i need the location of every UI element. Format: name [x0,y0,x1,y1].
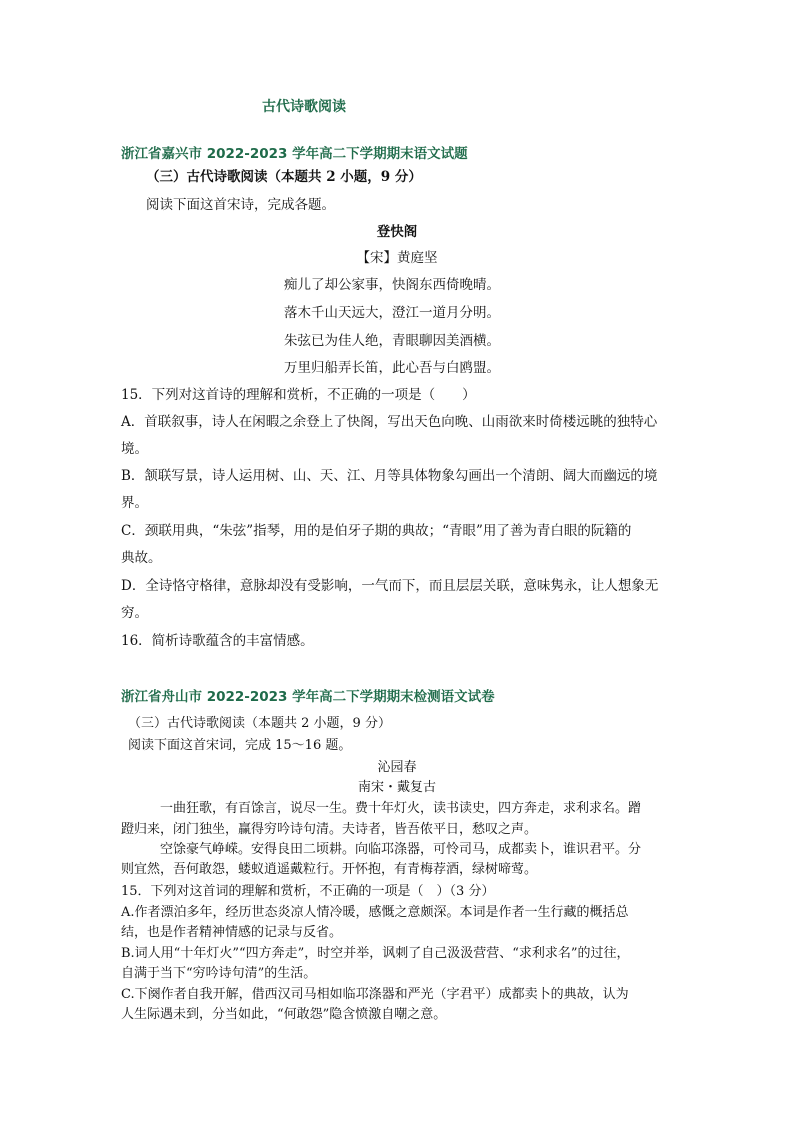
poem-line: 痴儿了却公家事，快阁东西倚晚晴。 [284,277,500,293]
option-c-line1: C.下阕作者自我开解，借西汉司马相如临邛涤器和严光（字君平）成都卖卜的典故，认为 [121,987,629,1002]
page-title: 古代诗歌阅读 [262,99,346,115]
option-b-line2: 界。 [121,495,148,511]
section1-question-16: 16．简析诗歌蕴含的丰富情感。 [121,633,314,649]
option-b-line2: 自满于当下“穷吟诗句清”的生活。 [121,966,317,981]
poem-text-line: 蹬归来，闭门独坐，赢得穷吟诗句清。夫诗者，皆吾侬平日，愁叹之声。 [121,822,538,837]
section1-heading: （三）古代诗歌阅读（本题共 2 小题，9 分） [146,169,422,185]
section2-source: 浙江省舟山市 2022-2023 学年高二下学期期末检测语文试卷 [121,689,495,705]
poem-text-line: 一曲狂歌，有百馀言，说尽一生。费十年灯火，读书读史，四方奔走，求利求名。蹭 [160,801,642,816]
option-d-line1: D．全诗恪守格律，意脉却没有受影响，一气而下，而且层层关联，意味隽永，让人想象无 [121,578,659,594]
option-b-line1: B．颔联写景，诗人运用树、山、天、江、月等具体物象勾画出一个清朗、阔大而幽远的境 [121,468,658,484]
section2-poem-author: 南宋・戴复古 [357,780,436,795]
section1-poem-title: 登快阁 [376,224,418,240]
section2-heading: （三）古代诗歌阅读（本题共 2 小题，9 分） [128,716,391,731]
poem-line: 落木千山天远大，澄江一道月分明。 [284,305,500,321]
poem-line: 万里归船弄长笛，此心吾与白鸥盟。 [284,360,500,376]
poem-text-line: 则宜然，吾何敢怨，蝼蚁逍遥戴粒行。开怀抱，有青梅荐酒，绿树啼莺。 [121,862,538,877]
option-a-line1: A.作者漂泊多年，经历世态炎凉人情冷暖，感慨之意颇深。本词是作者一生行藏的概括总 [121,905,629,920]
option-a-line2: 境。 [121,441,148,457]
section1-source: 浙江省嘉兴市 2022-2023 学年高二下学期期末语文试题 [121,146,468,162]
section2-instruction: 阅读下面这首宋词，完成 15～16 题。 [128,738,352,753]
option-b-line1: B.词人用“十年灯火”“四方奔走”，时空并举，讽刺了自己汲汲营营、“求利求名”的过往， [121,946,630,961]
option-a-line1: A．首联叙事，诗人在闲暇之余登上了快阁，写出天色向晚、山雨欲来时倚楼远眺的独特心 [121,414,658,430]
poem-text-line: 空馀豪气峥嵘。安得良田二顷耕。向临邛涤器，可怜司马，成都卖卜，谁识君平。分 [160,842,642,857]
option-c-line2: 典故。 [121,550,162,566]
poem-line: 朱弦已为佳人绝，青眼聊因美酒横。 [284,333,500,349]
section1-question-15: 15．下列对这首诗的理解和赏析，不正确的一项是（ ） [121,387,476,403]
option-a-line2: 结，也是作者精神情感的记录与反省。 [121,925,343,940]
option-d-line2: 穷。 [121,605,148,621]
section2-poem-title: 沁园春 [377,760,417,775]
option-c-line1: C．颈联用典，“朱弦”指琴，用的是伯牙子期的典故；“青眼”用了善为青白眼的阮籍的 [121,523,632,539]
section2-question-15: 15．下列对这首词的理解和赏析，不正确的一项是（ ）（3 分） [121,884,495,899]
section1-poem-author: 【宋】黄庭坚 [356,250,438,266]
option-c-line2: 人生际遇未到，分当如此，“何敢怨”隐含愤激自嘲之意。 [121,1007,447,1022]
section1-instruction: 阅读下面这首宋诗，完成各题。 [146,197,335,213]
